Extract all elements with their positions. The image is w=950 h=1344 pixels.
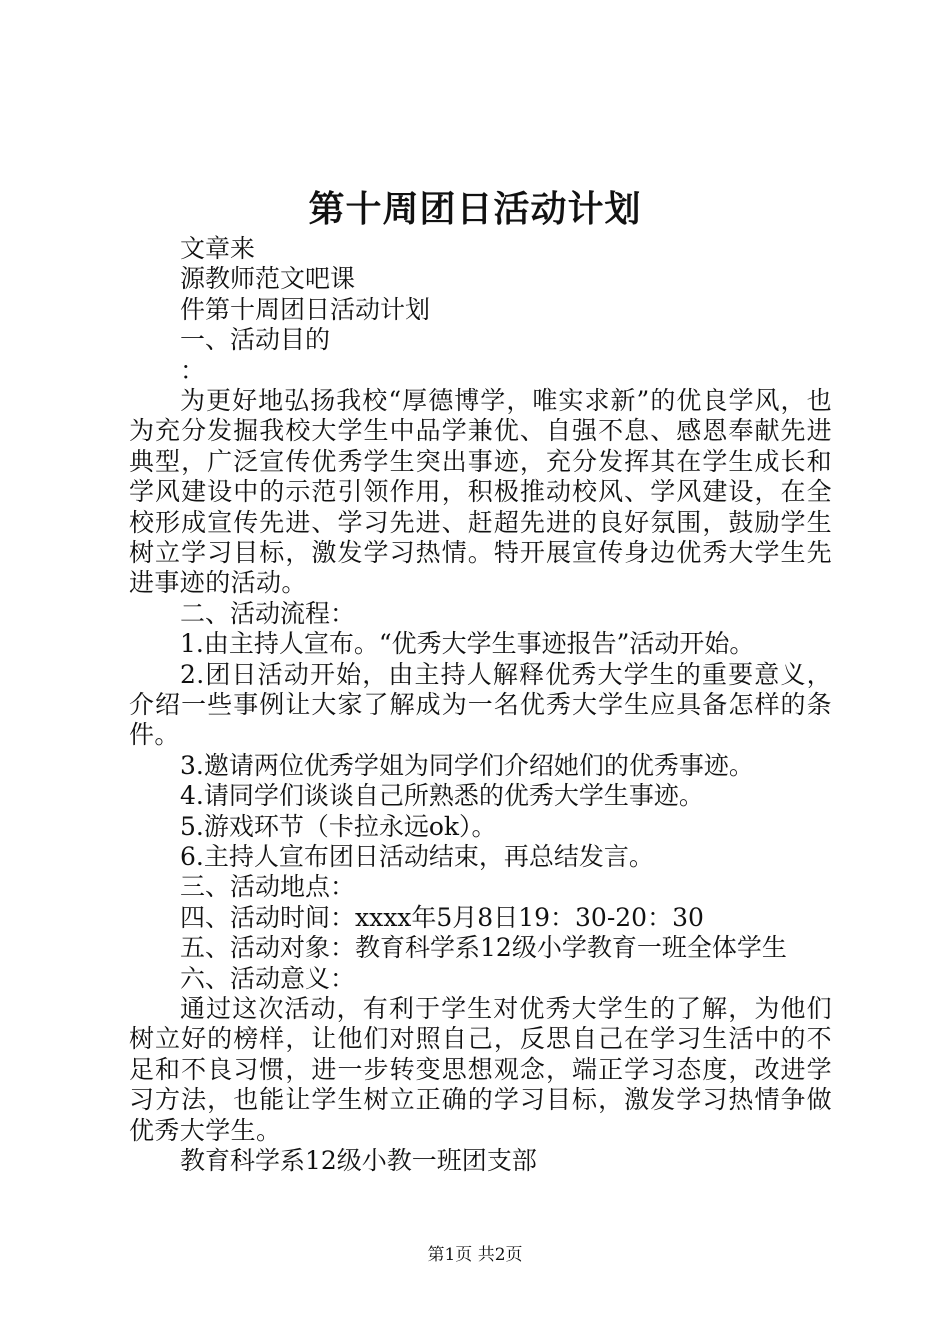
document-title: 第十周团日活动计划 <box>308 188 642 230</box>
text-line: 源教师范文吧课 <box>180 264 356 294</box>
document-body <box>129 234 832 1176</box>
signature: 教育科学系12级小教一班团支部 <box>180 1145 537 1175</box>
process-item: 5.游戏环节（卡拉永远ok）。 <box>180 811 497 841</box>
process-item: 2.团日活动开始，由主持人解释优秀大学生的重要意义，介绍一些事例让大家了解成为一名优秀大学生应具备怎样的条件。 <box>129 659 832 750</box>
text-line: 件第十周团日活动计划 <box>180 294 431 324</box>
section-heading-time: 四、活动时间：xxxx年5月8日19：30-20：30 <box>180 902 704 932</box>
paragraph-purpose: 为更好地弘扬我校“厚德博学，唯实求新”的优良学风，也为充分发掘我校大学生中品学兼优、自强不息、感恩奉献先进典型，广泛宣传优秀学生突出事迹，充分发挥其在学生成长和学风建设中的示范引领作用，积极推动校风、学风建设，在全校形成宣传先进、学习先进、赶超先进的良好氛围，鼓励学生树立学习目标，激发学习热情。特开展宣传身边优秀大学生先进事迹的活动。 <box>129 385 832 598</box>
process-item: 6.主持人宣布团日活动结束，再总结发言。 <box>180 841 654 871</box>
section-heading-audience: 五、活动对象：教育科学系12级小学教育一班全体学生 <box>180 933 787 963</box>
text-line: 文章来 <box>180 234 256 263</box>
process-item: 1.由主持人宣布。“优秀大学生事迹报告”活动开始。 <box>180 629 755 659</box>
section-heading-location: 三、活动地点： <box>180 872 356 902</box>
paragraph-significance: 通过这次活动，有利于学生对优秀大学生的了解，为他们树立好的榜样，让他们对照自己，反思自己在学习生活中的不足和不良习惯，进一步转变思想观念，端正学习态度，改进学习方法，也能让学生树立正确的学习目标，激发学习热情争做优秀大学生。 <box>129 993 832 1145</box>
process-item: 4.请同学们谈谈自己所熟悉的优秀大学生事迹。 <box>180 781 704 811</box>
page-footer: 第1页 共2页 <box>427 1245 523 1265</box>
process-item: 3.邀请两位优秀学姐为同学们介绍她们的优秀事迹。 <box>180 750 754 780</box>
section-heading-purpose: 一、活动目的 <box>180 325 331 355</box>
text-line: ： <box>180 355 206 385</box>
section-heading-significance: 六、活动意义： <box>180 963 356 993</box>
section-heading-process: 二、活动流程： <box>180 598 356 628</box>
